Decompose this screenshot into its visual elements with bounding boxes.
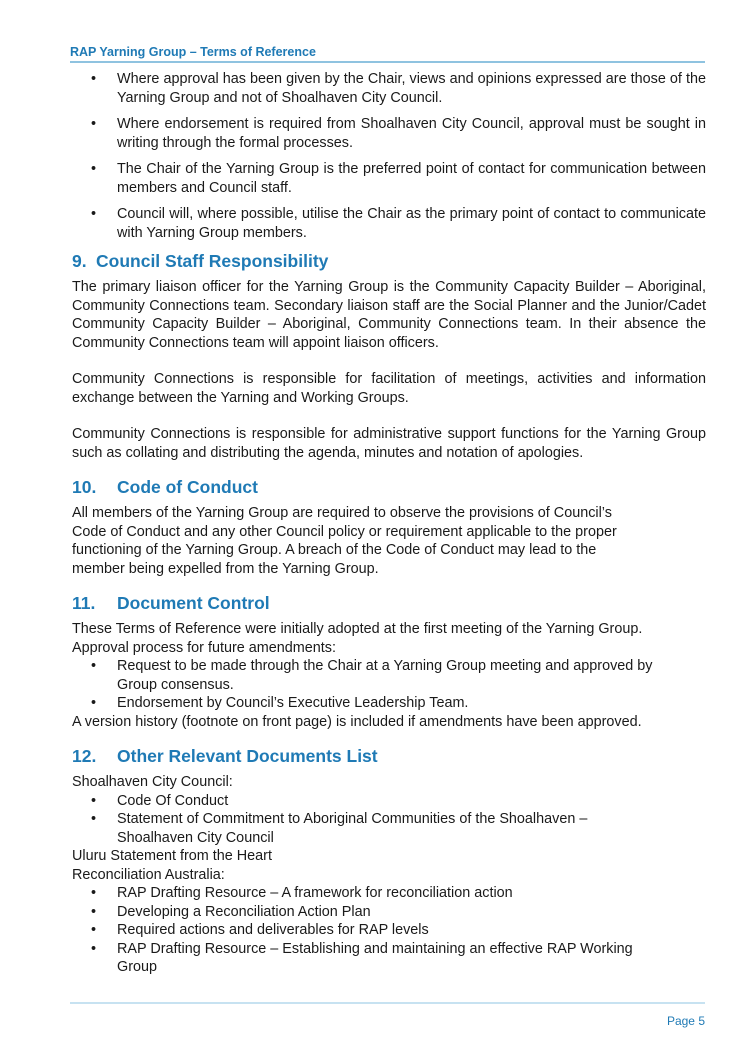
council-documents-list <box>72 792 706 848</box>
list-item: • Statement of Commitment to Aboriginal Communities of the Shoalhaven – Shoalhaven City Council <box>72 810 666 847</box>
section-number: 11. <box>72 593 96 613</box>
section-heading-12 <box>72 745 706 767</box>
list-item: • RAP Drafting Resource – Establishing and maintaining an effective RAP Working Group <box>72 940 666 977</box>
list-item: • Where approval has been given by the Chair, views and opinions expressed are those of the Yarning Group and not of Shoalhaven City Council. <box>72 70 706 107</box>
section-title: Document Control <box>117 593 270 613</box>
header-divider <box>70 61 705 63</box>
list-item: • Developing a Reconciliation Action Plan <box>72 903 666 922</box>
document-item: Uluru Statement from the Heart <box>72 848 272 864</box>
section-number: 12. <box>72 746 97 766</box>
list-item: • Request to be made through the Chair at a Yarning Group meeting and approved by Group consensus. <box>72 657 666 694</box>
reconciliation-documents-list <box>72 884 706 977</box>
group-label: Shoalhaven City Council: <box>72 774 233 790</box>
amendment-process-list <box>72 657 706 713</box>
paragraph-line: Code of Conduct and any other Council policy or requirement applicable to the proper <box>72 523 617 540</box>
section-title: Code of Conduct <box>117 477 258 497</box>
running-header-title: RAP Yarning Group – Terms of Reference <box>70 45 316 59</box>
section-number: 9. <box>72 251 87 271</box>
paragraph-line: All members of the Yarning Group are required to observe the provisions of Council’s <box>72 505 612 521</box>
section-title: Council Staff Responsibility <box>96 251 329 271</box>
paragraph-line: functioning of the Yarning Group. A breach of the Code of Conduct may lead to the <box>72 542 597 558</box>
paragraph-line: member being expelled from the Yarning Group. <box>72 560 379 577</box>
group-label: Reconciliation Australia: <box>72 866 225 883</box>
footer-divider <box>70 1002 705 1004</box>
list-item: • The Chair of the Yarning Group is the preferred point of contact for communication between members and Council staff. <box>72 160 706 197</box>
paragraph-line: These Terms of Reference were initially adopted at the first meeting of the Yarning Group. <box>72 621 643 637</box>
paragraph-line: Approval process for future amendments: <box>72 639 336 656</box>
list-item: • Code Of Conduct <box>72 792 666 811</box>
page-number: Page 5 <box>666 1014 705 1028</box>
section-heading-9 <box>72 250 706 272</box>
section-heading-10 <box>72 476 706 498</box>
section-heading-11 <box>72 592 706 614</box>
intro-bullet-list <box>72 70 706 242</box>
section-title: Other Relevant Documents List <box>117 746 378 766</box>
section-number: 10. <box>72 477 97 497</box>
paragraph: A version history (footnote on front page) is included if amendments have been approved. <box>72 713 642 730</box>
list-item: • Endorsement by Council’s Executive Leadership Team. <box>72 694 666 713</box>
page-body <box>72 70 706 977</box>
list-item: • Where endorsement is required from Shoalhaven City Council, approval must be sought in writing through the formal processes. <box>72 115 706 152</box>
paragraph: Community Connections is responsible for facilitation of meetings, activities and information exchange between the Yarning and Working Groups. <box>72 371 706 406</box>
paragraph: Community Connections is responsible for administrative support functions for the Yarning Group such as collating and distributing the agenda, minutes and notation of apologies. <box>72 426 706 461</box>
list-item: • Required actions and deliverables for RAP levels <box>72 921 666 940</box>
list-item: • Council will, where possible, utilise the Chair as the primary point of contact to communicate with Yarning Group members. <box>72 205 706 242</box>
paragraph: The primary liaison officer for the Yarning Group is the Community Capacity Builder – Aboriginal, Community Connections team. Secondary liaison staff are the Social Planner and the Junior/Cadet Community Capacity Builder – Aboriginal, Community Connections team. In their absence the Community Connections team will appoint liaison officers. <box>72 279 706 351</box>
list-item: • RAP Drafting Resource – A framework for reconciliation action <box>72 884 666 903</box>
